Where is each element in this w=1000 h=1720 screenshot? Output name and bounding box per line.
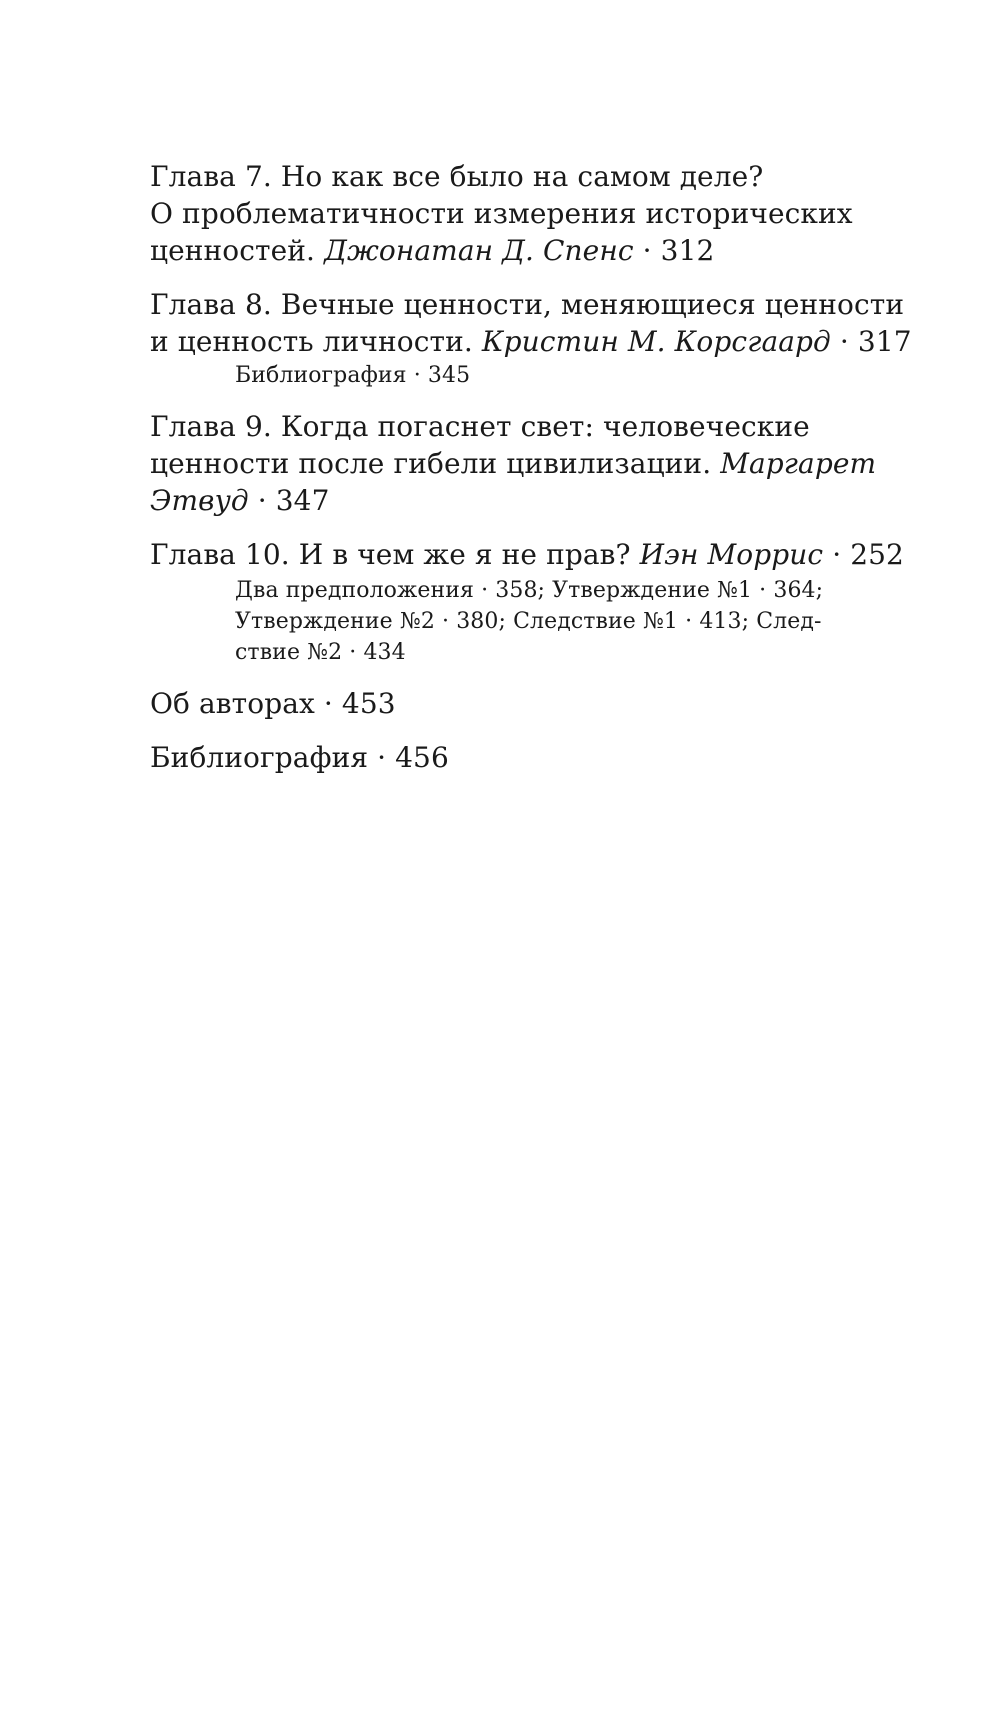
chapter-title-text: ценности после гибели цивилизации. [150,447,721,480]
toc-entry-about-authors [150,685,870,722]
toc-subentry: ствие №2 · 434 [235,640,406,665]
section-title-text: Об авторах · 453 [150,687,396,720]
toc-line [150,445,877,482]
author-name: Маргарет [720,447,877,480]
toc-line [150,536,904,573]
chapter-title-text: Глава 9. Когда погаснет свет: человеческие [150,410,810,443]
toc-line [150,408,870,445]
chapter-title-text: ценностей. [150,234,325,267]
toc-line [150,158,870,195]
toc-line [150,323,912,360]
toc-line [150,482,870,519]
page-number: · 252 [823,538,904,571]
table-of-contents [150,158,912,793]
chapter-title-text: Глава 8. Вечные ценности, меняющиеся ценности [150,288,905,321]
author-name: Джонатан Д. Спенс [324,234,634,267]
author-name: Кристин М. Корсгаард [481,325,831,358]
toc-entry-chapter-9 [150,408,877,519]
chapter-title-text: Глава 10. И в чем же я не прав? [150,538,640,571]
toc-line [150,685,870,722]
chapter-title-text: Глава 7. Но как все было на самом деле? [150,160,764,193]
toc-subentry: Библиография · 345 [235,363,471,388]
toc-line [150,739,870,776]
toc-subentry: Два предположения · 358; Утверждение №1 · 364; [235,578,824,603]
toc-line [150,195,870,232]
toc-entry-chapter-7 [150,158,870,269]
chapter-title-text: О проблематичности измерения исторических [150,197,853,230]
toc-entry-chapter-10 [150,536,904,668]
author-name: Иэн Моррис [639,538,824,571]
toc-entry-bibliography [150,739,870,776]
toc-entry-chapter-8 [150,286,912,391]
toc-line [150,232,870,269]
page-number: · 317 [830,325,912,358]
page-number: · 347 [248,484,330,517]
toc-line [150,286,905,323]
section-title-text: Библиография · 456 [150,741,449,774]
author-name: Этвуд [150,484,249,517]
toc-subentry: Утверждение №2 · 380; Следствие №1 · 413; След- [235,609,822,634]
chapter-title-text: и ценность личности. [150,325,482,358]
page-number: · 312 [633,234,715,267]
